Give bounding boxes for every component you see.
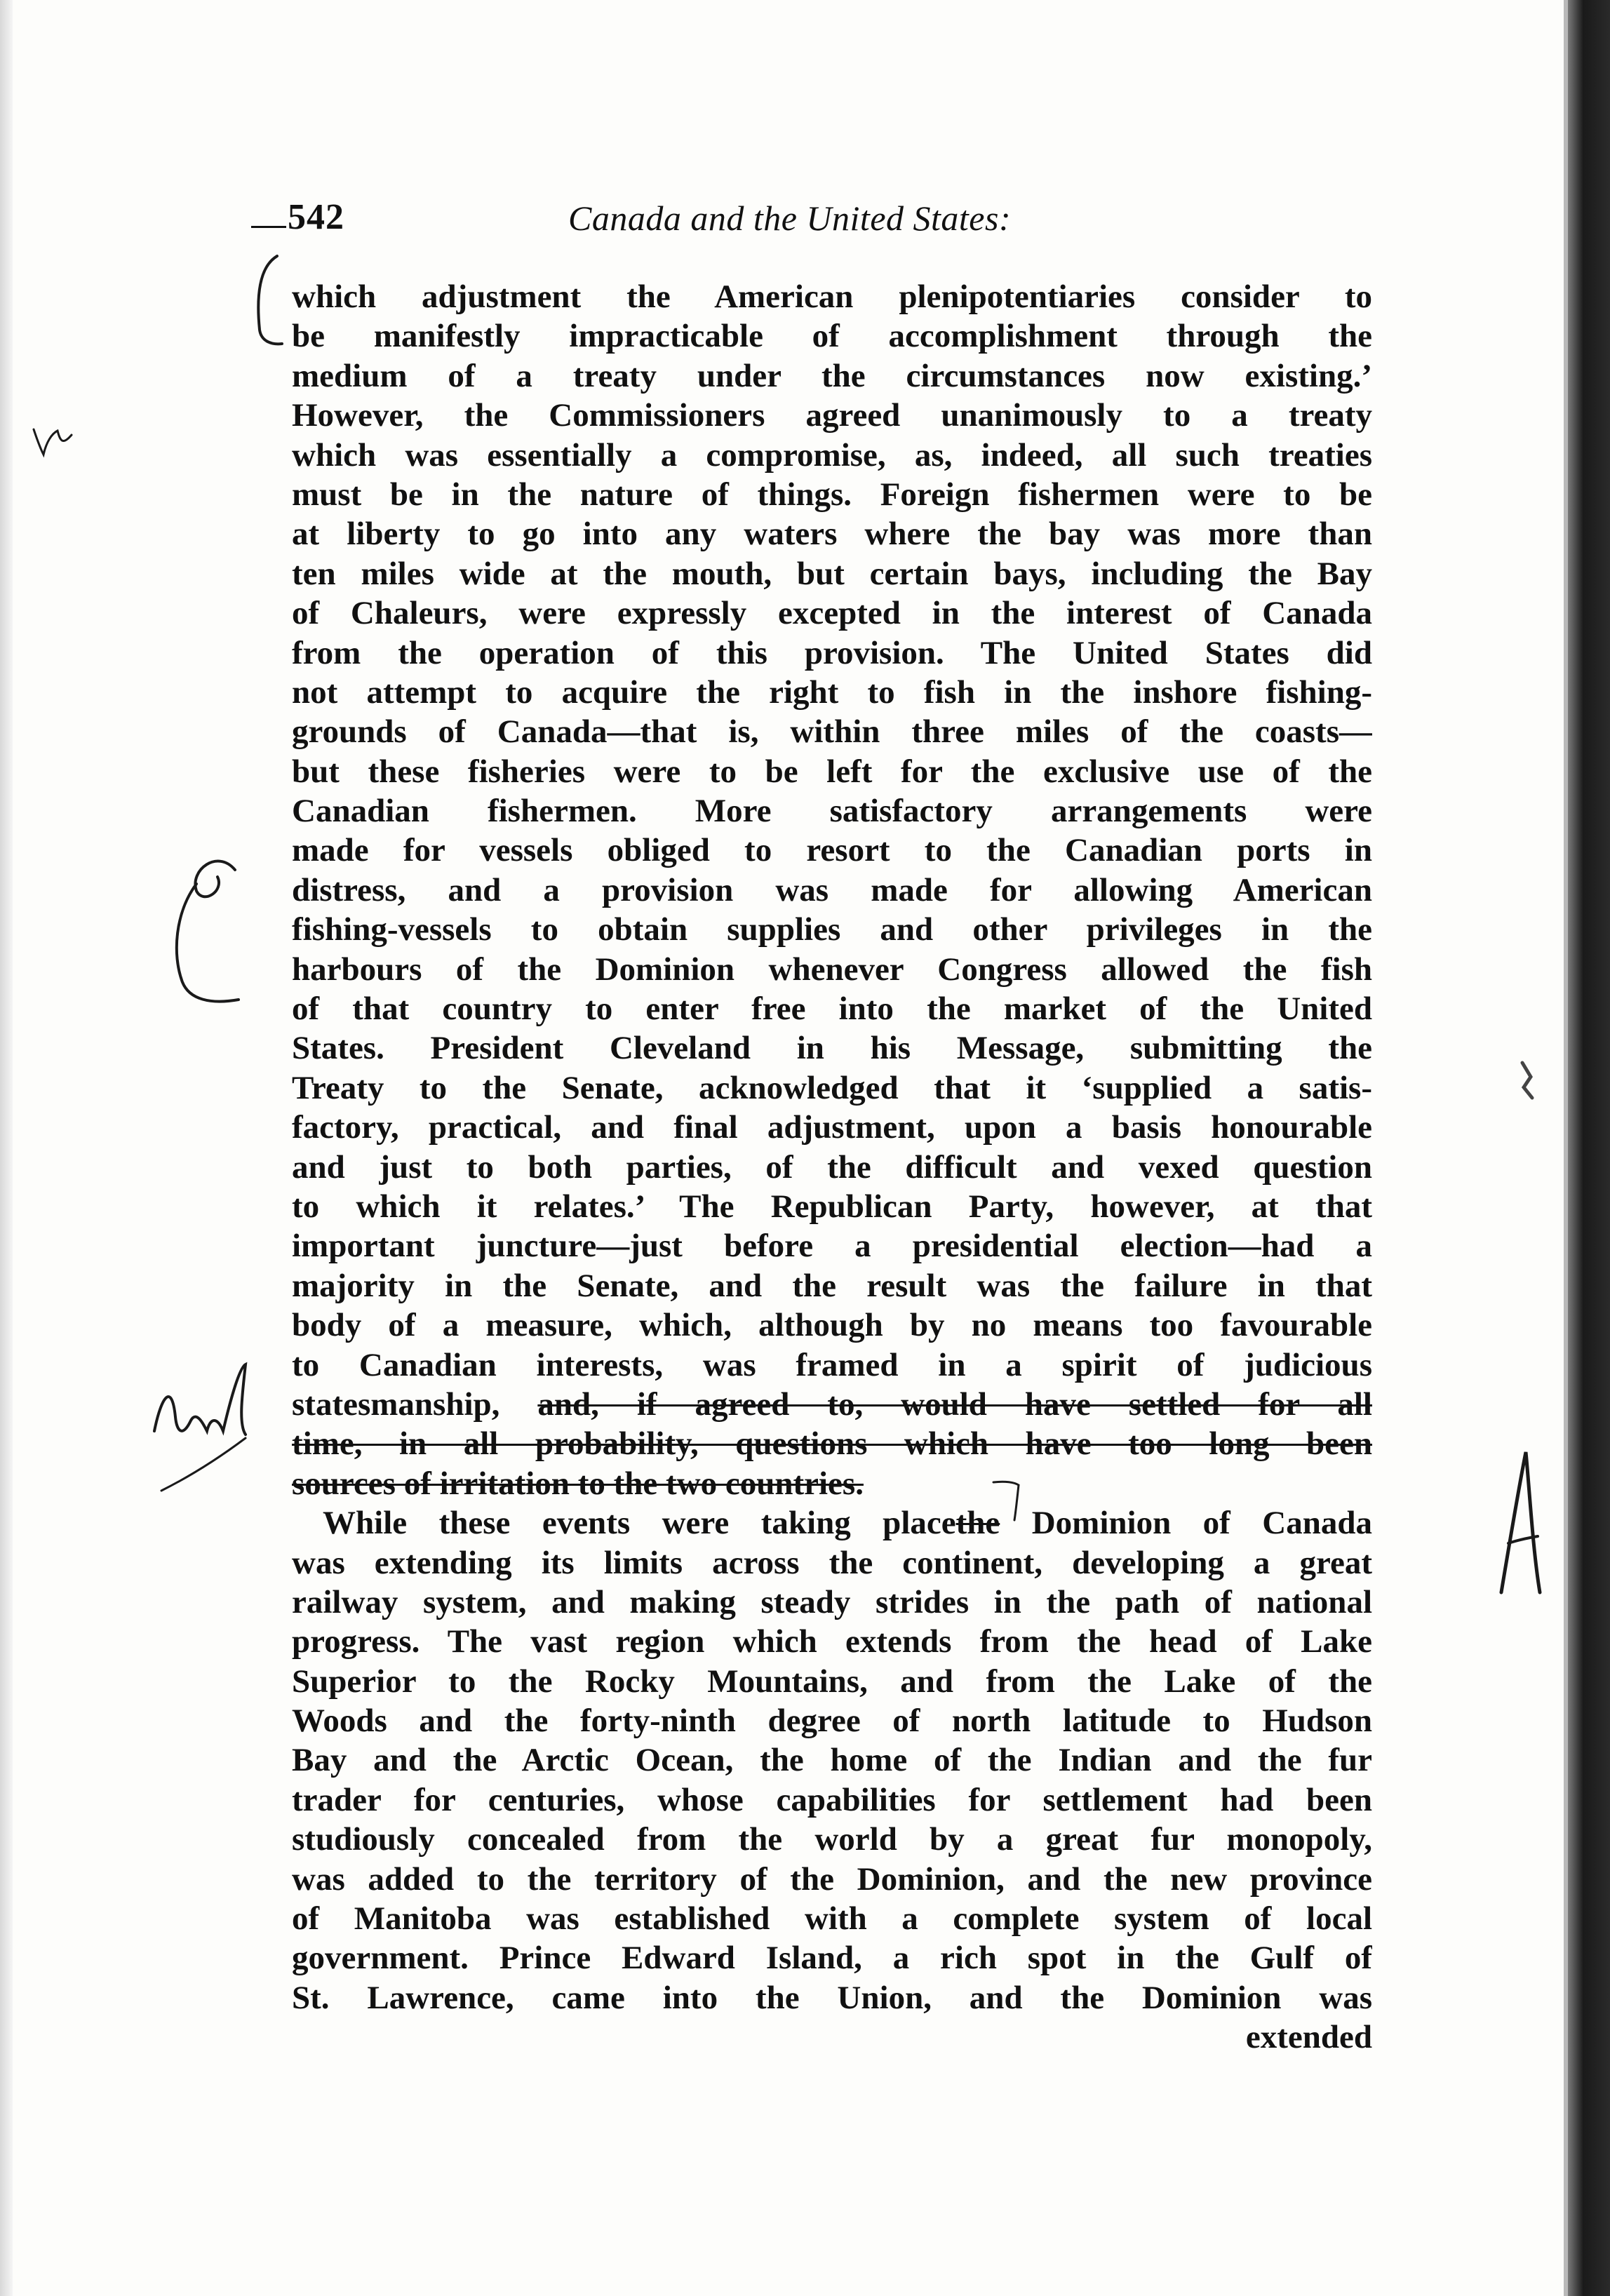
text-line: government. Prince Edward Island, a rich spot in the Gulf of (292, 1940, 1372, 1977)
text-line: factory, practical, and final adjustment, upon a basis honourable (292, 1109, 1372, 1146)
body-text (292, 277, 1372, 2057)
text-line: not attempt to acquire the right to fish in the inshore fishing- (292, 673, 1372, 711)
text-line: studiously concealed from the world by a great fur monopoly, (292, 1821, 1372, 1858)
text-line: be manifestly impracticable of accomplishment through the (292, 318, 1372, 355)
text-line: However, the Commissioners agreed unanimously to a treaty (292, 397, 1372, 434)
text-line: of that country to enter free into the market of the United (292, 991, 1372, 1028)
running-head: Canada and the United States: (568, 199, 1012, 238)
text-line-partially-struck (292, 1385, 1372, 1424)
text-fragment: Dominion of Canada (1000, 1505, 1372, 1542)
text-line: was added to the territory of the Dominion, and the new province (292, 1860, 1372, 1898)
text-line: made for vessels obliged to resort to the Canadian ports in (292, 832, 1372, 869)
text-line: to Canadian interests, was framed in a spirit of judicious (292, 1346, 1372, 1383)
text-line: St. Lawrence, came into the Union, and the Dominion was (292, 1979, 1372, 2016)
text-fragment: While these events were taking place (323, 1505, 956, 1542)
page-header (288, 196, 1375, 246)
text-line: Woods and the forty-ninth degree of north latitude to Hudson (292, 1703, 1372, 1740)
text-line: medium of a treaty under the circumstances now existing.’ (292, 357, 1372, 394)
text-line: progress. The vast region which extends from the head of Lake (292, 1623, 1372, 1660)
text-line: body of a measure, which, although by no means too favourable (292, 1307, 1372, 1344)
text-line: at liberty to go into any waters where the bay was more than (292, 516, 1372, 553)
struck-word: the (955, 1505, 1000, 1542)
text-line: majority in the Senate, and the result was the failure in that (292, 1267, 1372, 1304)
struck-text: and, if agreed to, would have settled for all (537, 1385, 1372, 1423)
book-binding (1568, 0, 1610, 2296)
text-line: Bay and the Arctic Ocean, the home of the Indian and the fur (292, 1742, 1372, 1779)
text-line: grounds of Canada—that is, within three miles of the coasts— (292, 713, 1372, 751)
text-line: was extending its limits across the continent, developing a great (292, 1544, 1372, 1581)
text-line: and just to both parties, of the difficult and vexed question (292, 1148, 1372, 1186)
text-line: from the operation of this provision. The United States did (292, 634, 1372, 671)
struck-text-line: time, in all probability, questions which have too long been (292, 1425, 1372, 1463)
text-line: which adjustment the American plenipotentiaries consider to (292, 278, 1372, 315)
text-line: States. President Cleveland in his Message, submitting the (292, 1030, 1372, 1067)
text-line: but these fisheries were to be left for the exclusive use of the (292, 753, 1372, 790)
text-line: of Manitoba was established with a complete system of local (292, 1900, 1372, 1938)
struck-text-line: sources of irritation to the two countries. (292, 1465, 864, 1502)
text-line: distress, and a provision was made for allowing American (292, 871, 1372, 908)
text-line: important juncture—just before a presidential election—had a (292, 1228, 1372, 1265)
text-line: harbours of the Dominion whenever Congress allowed the fish (292, 951, 1372, 988)
text-line: Canadian fishermen. More satisfactory arrangements were (292, 793, 1372, 830)
text-line: fishing-vessels to obtain supplies and other privileges in the (292, 911, 1372, 948)
text-fragment: statesmanship, (292, 1385, 538, 1423)
text-line: Superior to the Rocky Mountains, and from the Lake of the (292, 1663, 1372, 1700)
text-line: ten miles wide at the mouth, but certain bays, including the Bay (292, 555, 1372, 592)
page-number: 542 (288, 197, 344, 237)
text-line: railway system, and making steady strides in the path of national (292, 1583, 1372, 1620)
text-line: trader for centuries, whose capabilities for settlement had been (292, 1781, 1372, 1818)
text-line: Treaty to the Senate, acknowledged that it ‘supplied a satis- (292, 1069, 1372, 1106)
text-line: to which it relates.’ The Republican Party, however, at that (292, 1188, 1372, 1225)
text-line: of Chaleurs, were expressly excepted in the interest of Canada (292, 595, 1372, 632)
text-line: must be in the nature of things. Foreign fishermen were to be (292, 476, 1372, 513)
catchword: extended (1245, 2019, 1372, 2056)
paragraph-start-line (292, 1503, 1372, 1543)
text-line: which was essentially a compromise, as, indeed, all such treaties (292, 436, 1372, 474)
page-left-edge (0, 0, 13, 2296)
